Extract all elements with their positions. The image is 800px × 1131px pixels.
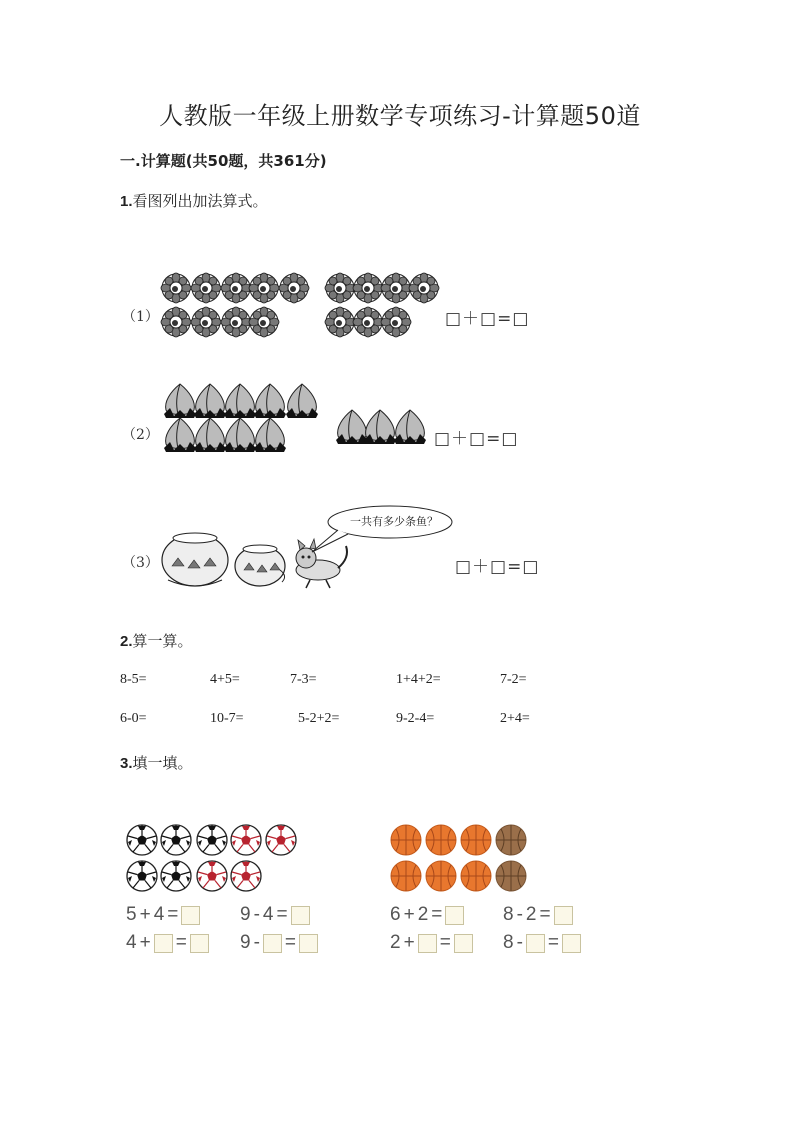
math-cell: 1+4+2= (396, 672, 441, 687)
answer-box[interactable] (154, 934, 173, 953)
basketballs-illustration (388, 822, 538, 896)
basketball-icons-row1 (391, 825, 526, 855)
q1-item1-equation: □＋□=□ (445, 309, 530, 329)
soccer-balls-illustration (124, 822, 304, 896)
question-2-title (120, 630, 193, 651)
q1-item2-label: （2） (122, 427, 159, 443)
peach-group-illustration (160, 380, 435, 458)
basketball-icons-row2 (391, 861, 526, 891)
math-cell: 10-7= (210, 711, 244, 726)
soccer-ball-icons-row1 (127, 825, 296, 855)
answer-box[interactable] (291, 906, 310, 925)
question-2-text: 算一算。 (132, 632, 193, 650)
fill-equation-left-3: 4 + = (126, 932, 209, 954)
fill-equation-left-2: 9 - 4 = (240, 904, 310, 926)
answer-box[interactable] (263, 934, 282, 953)
q1-item1-label: （1） (122, 309, 159, 325)
math-cell: 4+5= (210, 672, 240, 687)
answer-box[interactable] (418, 934, 437, 953)
answer-box[interactable] (445, 906, 464, 925)
flower-icons-left-top (161, 273, 309, 303)
answer-box[interactable] (526, 934, 545, 953)
question-3-number: 3. (120, 755, 133, 772)
peach-icons-right-group (336, 410, 426, 444)
fill-equation-right-4: 8 - = (503, 932, 581, 954)
question-1-text: 看图列出加法算式。 (132, 192, 268, 210)
fill-equation-right-3: 2 + = (390, 932, 473, 954)
fill-equation-right-1: 6 + 2 = (390, 904, 464, 926)
fishbowl-icon-small (235, 545, 285, 586)
question-2-number: 2. (120, 633, 133, 650)
math-cell: 2+4= (500, 711, 530, 726)
flower-icons-right-bottom (325, 307, 411, 337)
fill-equation-left-1: 5 + 4 = (126, 904, 200, 926)
flower-icons-left-bottom (161, 307, 279, 337)
math-cell: 7-3= (290, 672, 317, 687)
answer-box[interactable] (181, 906, 200, 925)
answer-box[interactable] (562, 934, 581, 953)
question-1-number: 1. (120, 193, 133, 210)
answer-box[interactable] (554, 906, 573, 925)
math-cell: 6-0= (120, 711, 147, 726)
q1-item2-equation: □＋□=□ (434, 429, 519, 449)
q1-item3-label: （3） (122, 555, 159, 571)
section-heading: 一.计算题(共50题，共361分) (120, 152, 327, 170)
flower-group-illustration (160, 266, 445, 346)
fill-equation-left-4: 9 - = (240, 932, 318, 954)
q1-item3-equation: □＋□=□ (455, 557, 540, 577)
fill-equation-right-2: 8 - 2 = (503, 904, 573, 926)
math-cell: 9-2-4= (396, 711, 435, 726)
peach-icons-bottom-row (164, 418, 286, 452)
answer-box[interactable] (190, 934, 209, 953)
soccer-ball-icons-row2 (127, 861, 261, 891)
question-3-text: 填一填。 (132, 754, 193, 772)
math-cell: 7-2= (500, 672, 527, 687)
question-1-title (120, 190, 268, 211)
math-cell: 5-2+2= (298, 711, 340, 726)
speech-bubble-text: 一共有多少条鱼？ (350, 515, 438, 528)
question-3-title (120, 752, 193, 773)
fishbowl-icon-large (162, 533, 228, 586)
answer-box[interactable] (454, 934, 473, 953)
answer-box[interactable] (299, 934, 318, 953)
peach-icons-top-row (164, 384, 318, 418)
math-cell: 8-5= (120, 672, 147, 687)
page-title: 人教版一年级上册数学专项练习-计算题50道 (159, 102, 641, 130)
flower-icons-right-top (325, 273, 439, 303)
